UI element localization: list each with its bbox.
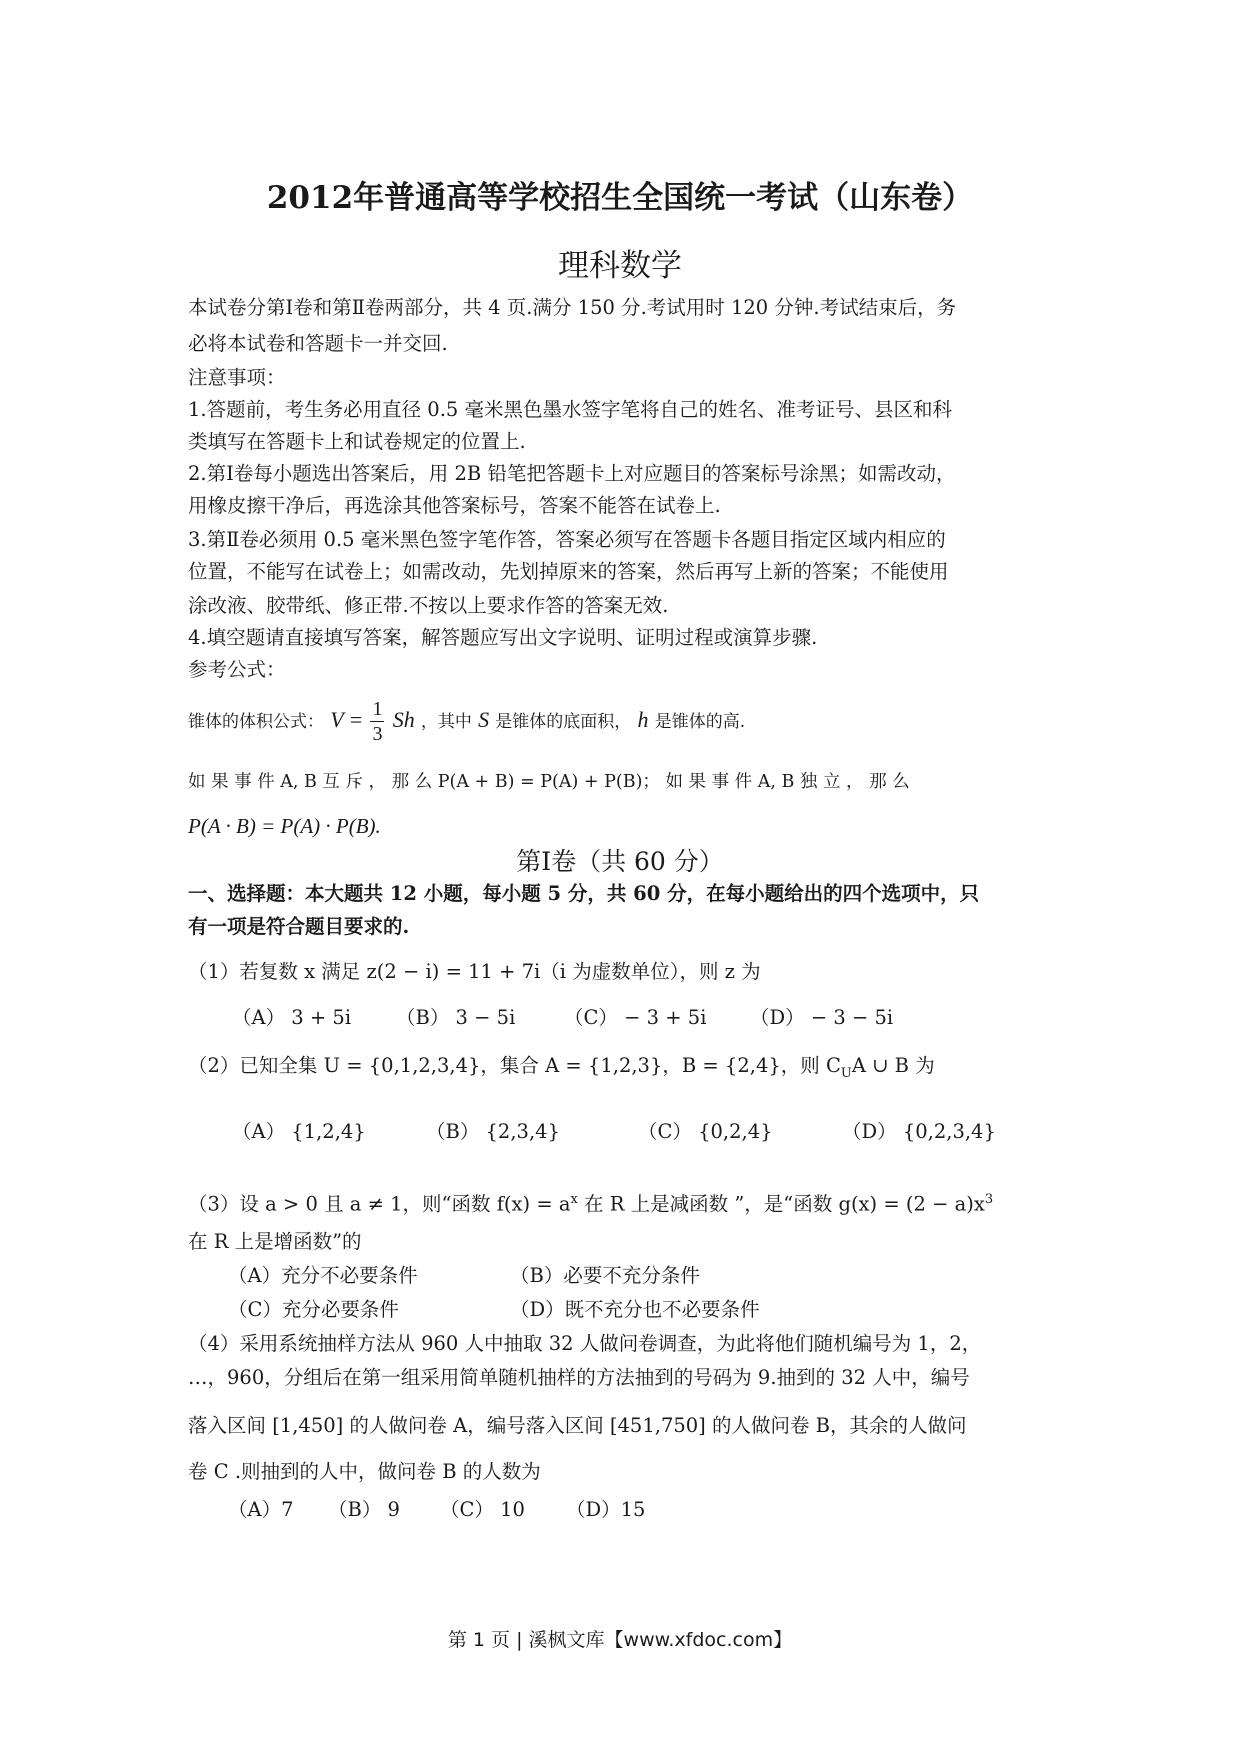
q2-option-a: （A） {1,2,4} bbox=[232, 1120, 366, 1143]
q3-option-a: （A）充分不必要条件 bbox=[228, 1264, 418, 1287]
exam-title: 2012年普通高等学校招生全国统一考试（山东卷） bbox=[266, 180, 974, 216]
q4-line-4: 卷 C .则抽到的人中，做问卷 B 的人数为 bbox=[188, 1460, 541, 1483]
probability-line-1: 如 果 事 件 A, B 互 斥 ， 那 么 P(A + B) = P(A) + P(B)； 如 果 事 件 A, B 独 立 ， 那 么 bbox=[188, 772, 910, 792]
q2-stem-end: A ∪ B 为 bbox=[851, 1054, 935, 1077]
q4-option-d: （D）15 bbox=[566, 1498, 646, 1521]
notice-3a: 3.第Ⅱ卷必须用 0.5 毫米黑色签字笔作答，答案必须写在答题卡各题目指定区域内相应的 bbox=[188, 528, 946, 551]
q3-stem-2: 在 R 上是增函数”的 bbox=[188, 1230, 362, 1253]
q1-stem: （1）若复数 x 满足 z(2 − i) = 11 + 7i（i 为虚数单位），则 z 为 bbox=[188, 960, 761, 983]
cone-prefix: 锥体的体积公式： bbox=[188, 712, 324, 732]
notice-1a: 1.答题前，考生务必用直径 0.5 毫米黑色墨水签字笔将自己的姓名、准考证号、县区和科 bbox=[188, 398, 953, 421]
cone-numerator: 1 bbox=[372, 698, 383, 720]
q4-option-c: （C） 10 bbox=[440, 1498, 525, 1521]
formula-heading: 参考公式： bbox=[188, 658, 286, 681]
notice-1b: 类填写在答题卡上和试卷规定的位置上. bbox=[188, 430, 526, 453]
q3-option-b: （B）必要不充分条件 bbox=[510, 1264, 700, 1287]
cone-s: S bbox=[478, 707, 490, 732]
q4-option-b: （B） 9 bbox=[328, 1498, 400, 1521]
section-intro-1: 一、选择题：本大题共 12 小题，每小题 5 分，共 60 分，在每小题给出的四个选项中，只 bbox=[188, 882, 980, 905]
section-title: 第Ⅰ卷（共 60 分） bbox=[516, 847, 724, 876]
intro-line-2: 必将本试卷和答题卡一并交回. bbox=[188, 332, 448, 355]
cone-fraction bbox=[370, 697, 384, 746]
notice-2b: 用橡皮擦干净后，再选涂其他答案标号，答案不能答在试卷上. bbox=[188, 494, 721, 517]
q2-stem-text: （2）已知全集 U = {0,1,2,3,4}，集合 A = {1,2,3}，B = {2,4}，则 C bbox=[188, 1054, 841, 1077]
cone-h: h bbox=[637, 707, 649, 732]
q2-option-c: （C） {0,2,4} bbox=[638, 1120, 773, 1143]
page-footer: 第 1 页 | 溪枫文库【www.xfdoc.com】 bbox=[447, 1629, 793, 1651]
cone-sh: Sh bbox=[392, 707, 415, 732]
cone-denominator: 3 bbox=[372, 723, 383, 745]
q1-option-c: （C） − 3 + 5i bbox=[564, 1006, 707, 1029]
probability-line-2: P(A · B) = P(A) · P(B). bbox=[188, 814, 381, 838]
cone-h-desc: 是锥体的高. bbox=[654, 712, 746, 732]
q3-sup-x: x bbox=[570, 1192, 578, 1207]
q3-option-d: （D）既不充分也不必要条件 bbox=[510, 1298, 760, 1321]
q2-stem bbox=[188, 1052, 935, 1088]
q3-stem-b: 在 R 上是减函数 ”，是“函数 g(x) = (2 − a)x bbox=[577, 1192, 985, 1216]
q1-option-a: （A） 3 + 5i bbox=[232, 1006, 352, 1029]
cone-v: V bbox=[330, 707, 344, 732]
section-intro-2: 有一项是符合题目要求的. bbox=[188, 915, 410, 938]
intro-line-1: 本试卷分第Ⅰ卷和第Ⅱ卷两部分，共 4 页.满分 150 分.考试用时 120 分钟.考试结束后，务 bbox=[188, 296, 957, 319]
q4-line-1: （4）采用系统抽样方法从 960 人中抽取 32 人做问卷调查，为此将他们随机编号为 1，2， bbox=[188, 1332, 982, 1355]
notice-3c: 涂改液、胶带纸、修正带.不按以上要求作答的答案无效. bbox=[188, 594, 669, 617]
q4-line-2: …，960，分组后在第一组采用简单随机抽样的方法抽到的号码为 9.抽到的 32 人中，编号 bbox=[188, 1366, 970, 1389]
q3-stem-a: （3）设 a > 0 且 a ≠ 1，则“函数 f(x) = a bbox=[188, 1192, 571, 1216]
q1-option-d: （D） − 3 − 5i bbox=[750, 1006, 894, 1029]
q1-option-b: （B） 3 − 5i bbox=[396, 1006, 516, 1029]
q2-option-d: （D） {0,2,3,4} bbox=[842, 1120, 996, 1143]
q3-option-c: （C）充分必要条件 bbox=[228, 1298, 399, 1321]
notice-2a: 2.第Ⅰ卷每小题选出答案后，用 2B 铅笔把答题卡上对应题目的答案标号涂黑；如需改动， bbox=[188, 462, 956, 485]
q2-stem-sub: U bbox=[840, 1065, 852, 1081]
q4-option-a: （A）7 bbox=[228, 1498, 294, 1521]
cone-formula bbox=[188, 692, 745, 750]
cone-mid: ，其中 bbox=[420, 712, 472, 732]
exam-subtitle: 理科数学 bbox=[558, 248, 682, 284]
notice-3b: 位置，不能写在试卷上；如需改动，先划掉原来的答案，然后再写上新的答案；不能使用 bbox=[188, 560, 949, 583]
cone-eq: = bbox=[349, 707, 363, 732]
cone-s-desc: 是锥体的底面积， bbox=[495, 712, 632, 732]
notice-4: 4.填空题请直接填写答案，解答题应写出文字说明、证明过程或演算步骤. bbox=[188, 626, 818, 649]
notice-heading: 注意事项： bbox=[188, 366, 286, 389]
q3-sup-3: 3 bbox=[984, 1192, 994, 1207]
q2-option-b: （B） {2,3,4} bbox=[426, 1120, 560, 1143]
q4-line-3: 落入区间 [1,450] 的人做问卷 A，编号落入区间 [451,750] 的人做问卷 B，其余的人做问 bbox=[188, 1414, 967, 1437]
q3-stem-1 bbox=[188, 1186, 993, 1219]
